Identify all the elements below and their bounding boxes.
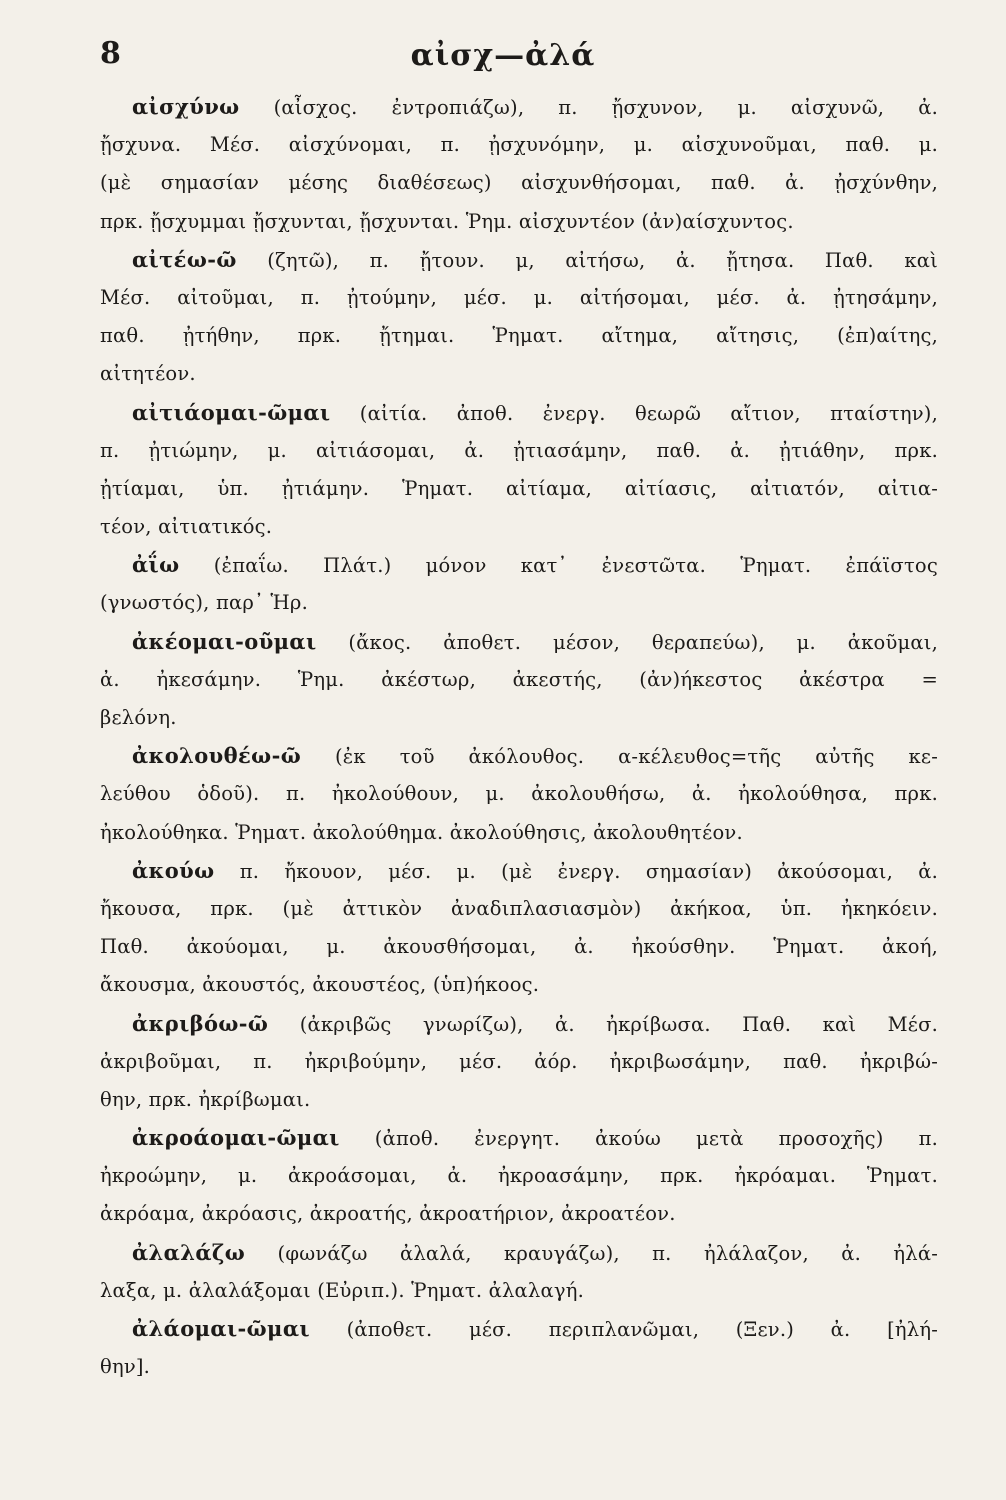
entry-line: ἤκουσα, πρκ. (μὲ ἀττικὸν ἀναδιπλασιασμὸν) ἀκήκοα, ὑπ. ἠκηκόειν.	[100, 896, 938, 920]
headword: ἀκολουθέω-ῶ	[132, 743, 302, 769]
headword: ἀΐω	[132, 552, 180, 578]
entry-line: αἰτητέον.	[100, 362, 196, 386]
entry-line: (γνωστός), παρ᾽ Ἡρ.	[100, 591, 308, 615]
entry-line: ἀλάομαι-ῶμαι (ἀποθετ. μέσ. περιπλανῶμαι, (Ξεν.) ἀ. [ἠλή-	[132, 1316, 938, 1341]
page-number: 8	[100, 36, 121, 71]
entry-line: λεύθου ὁδοῦ). π. ἠκολούθουν, μ. ἀκολουθήσω, ἀ. ἠκολούθησα, πρκ.	[100, 782, 938, 806]
entry-line: ἀκρόαμα, ἀκρόασις, ἀκροατής, ἀκροατήριον, ἀκροατέον.	[100, 1202, 676, 1226]
entry-line: ἀκριβόω-ῶ (ἀκριβῶς γνωρίζω), ἀ. ἠκρίβωσα. Παθ. καὶ Μέσ.	[132, 1010, 938, 1036]
entry-line: πρκ. ᾔσχυμμαι ᾔσχυνται, ᾔσχυνται. Ῥημ. αἰσχυντέον (ἀν)αίσχυντος.	[100, 209, 794, 233]
entry-line: θην, πρκ. ἠκρίβωμαι.	[100, 1087, 311, 1111]
entry-line: αἰσχύνω (αἶσχος. ἐντροπιάζω), π. ᾔσχυνον, μ. αἰσχυνῶ, ἀ.	[132, 94, 938, 119]
entry-line: ἀ. ἠκεσάμην. Ῥημ. ἀκέστωρ, ἀκεστής, (ἀν)ήκεστος ἀκέστρα =	[100, 667, 938, 691]
running-head: αἰσχ—ἀλά	[410, 38, 596, 73]
entry-line: ἠκροώμην, μ. ἀκροάσομαι, ἀ. ἠκροασάμην, πρκ. ἠκρόαμαι. Ῥηματ.	[100, 1164, 938, 1188]
entry-line: αἰτέω-ῶ (ζητῶ), π. ᾔτουν. μ, αἰτήσω, ἀ. ᾔτησα. Παθ. καὶ	[132, 246, 938, 272]
headword: αἰσχύνω	[132, 94, 240, 119]
entry-line: θην].	[100, 1355, 151, 1379]
entry-line: ἀκροάομαι-ῶμαι (ἀποθ. ἐνεργητ. ἀκούω μετὰ προσοχῆς) π.	[132, 1125, 938, 1151]
headword: ἀκέομαι-οῦμαι	[132, 628, 317, 654]
entry-line: τέον, αἰτιατικός.	[100, 515, 273, 539]
entry-line: βελόνη.	[100, 706, 177, 729]
entry-line: π. ᾐτιώμην, μ. αἰτιάσομαι, ἀ. ᾐτιασάμην, παθ. ἀ. ᾐτιάθην, πρκ.	[100, 438, 938, 462]
headword: ἀλάομαι-ῶμαι	[132, 1316, 310, 1341]
headword: ἀλαλάζω	[132, 1239, 246, 1265]
entry-line: ᾔσχυνα. Μέσ. αἰσχύνομαι, π. ᾐσχυνόμην, μ. αἰσχυνοῦμαι, παθ. μ.	[100, 133, 938, 157]
entry-line: ἀκολουθέω-ῶ (ἐκ τοῦ ἀκόλουθος. α-κέλευθος=τῆς αὐτῆς κε-	[132, 743, 938, 769]
entry-line: ἀκούω π. ἤκουον, μέσ. μ. (μὲ ἐνεργ. σημασίαν) ἀκούσομαι, ἀ.	[132, 857, 938, 883]
entry-line: ἀΐω (ἐπαΐω. Πλάτ.) μόνον κατ᾽ ἐνεστῶτα. Ῥηματ. ἐπάϊστος	[132, 552, 938, 578]
entry-line: ἠκολούθηκα. Ῥηματ. ἀκολούθημα. ἀκολούθησις, ἀκολουθητέον.	[100, 820, 743, 844]
headword: ἀκριβόω-ῶ	[132, 1010, 269, 1036]
headword: ἀκούω	[132, 857, 215, 883]
entry-line: ἀκέομαι-οῦμαι (ἄκος. ἀποθετ. μέσον, θεραπεύω), μ. ἀκοῦμαι,	[132, 628, 938, 654]
headword: αἰτιάομαι-ῶμαι	[132, 399, 331, 425]
headword: αἰτέω-ῶ	[132, 246, 237, 272]
entry-line: λαξα, μ. ἀλαλάξομαι (Εὐριπ.). Ῥηματ. ἀλαλαγή.	[100, 1278, 584, 1302]
entry-line: αἰτιάομαι-ῶμαι (αἰτία. ἀποθ. ἐνεργ. θεωρῶ αἴτιον, πταίστην),	[132, 399, 938, 425]
entry-line: ᾐτίαμαι, ὑπ. ᾐτιάμην. Ῥηματ. αἰτίαμα, αἰτίασις, αἰτιατόν, αἰτια-	[100, 476, 938, 500]
entry-line: (μὲ σημασίαν μέσης διαθέσεως) αἰσχυνθήσομαι, παθ. ἀ. ᾐσχύνθην,	[100, 171, 938, 195]
entry-line: Παθ. ἀκούομαι, μ. ἀκουσθήσομαι, ἀ. ἠκούσθην. Ῥηματ. ἀκοή,	[100, 935, 938, 959]
entry-line: ἀκριβοῦμαι, π. ἠκριβούμην, μέσ. ἀόρ. ἠκριβωσάμην, παθ. ἠκριβώ-	[100, 1049, 938, 1073]
entry-line: Μέσ. αἰτοῦμαι, π. ᾐτούμην, μέσ. μ. αἰτήσομαι, μέσ. ἀ. ᾐτησάμην,	[100, 285, 938, 309]
entry-line: παθ. ᾐτήθην, πρκ. ᾔτημαι. Ῥηματ. αἴτημα, αἴτησις, (ἐπ)αίτης,	[100, 324, 938, 348]
entry-line: ἄκουσμα, ἀκουστός, ἀκουστέος, (ὑπ)ήκοος.	[100, 973, 540, 997]
entry-line: ἀλαλάζω (φωνάζω ἀλαλά, κραυγάζω), π. ἠλάλαζον, ἀ. ἠλά-	[132, 1239, 938, 1265]
headword: ἀκροάομαι-ῶμαι	[132, 1125, 340, 1151]
entries-list	[100, 88, 938, 1386]
